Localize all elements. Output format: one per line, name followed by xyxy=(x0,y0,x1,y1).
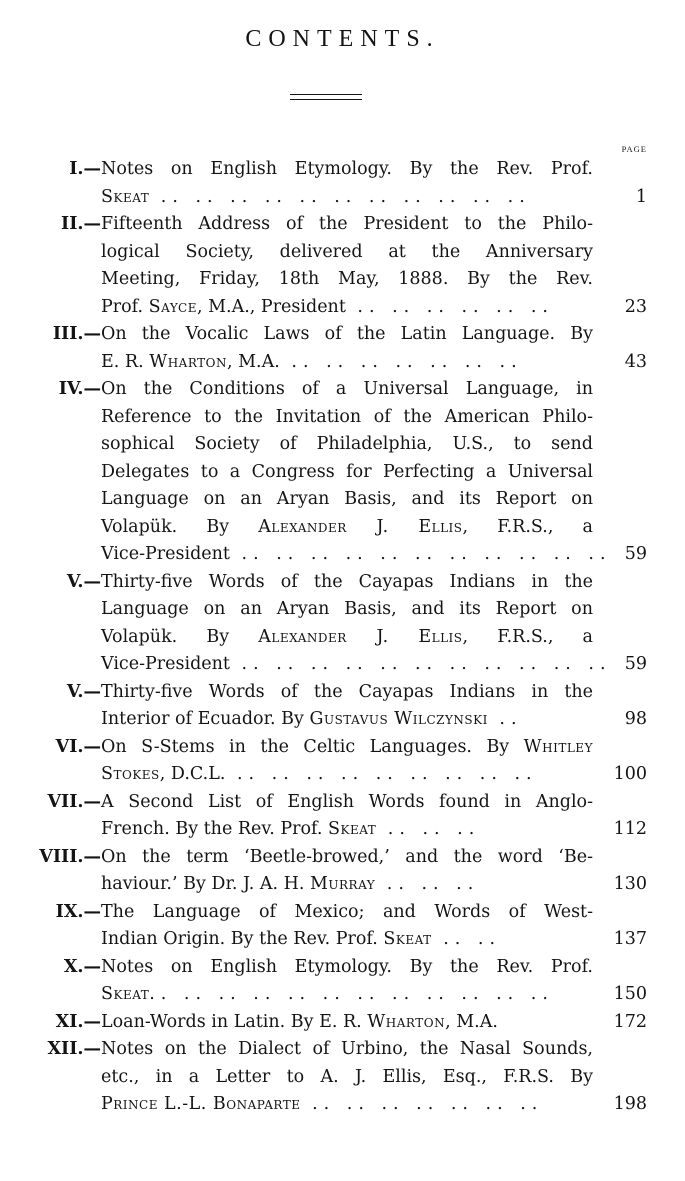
toc-line xyxy=(0,1008,685,1036)
toc-page-number: 137 xyxy=(613,929,647,949)
toc-line xyxy=(0,540,685,568)
toc-line xyxy=(0,1035,685,1063)
toc-entry-text: Stokes, D.C.L. .. .. .. .. .. .. .. .. .. xyxy=(101,764,538,784)
toc-line xyxy=(0,980,685,1008)
toc-entry-text: On S-Stems in the Celtic Languages. By Whitley xyxy=(101,736,593,757)
toc-line xyxy=(0,348,685,376)
toc-line xyxy=(0,293,685,321)
toc-entry-text: Language on an Aryan Basis, and its Report on xyxy=(101,599,593,619)
toc-entry-text: Notes on the Dialect of Urbino, the Nasal Sounds, xyxy=(101,1039,593,1059)
toc-entry-text: Vice-President .. .. .. .. .. .. .. .. .. .. .. xyxy=(101,654,612,674)
toc-page-number: 59 xyxy=(624,654,647,674)
toc-entry-text: Prince L.-L. Bonaparte .. .. .. .. .. .. .. xyxy=(101,1094,544,1114)
toc-line xyxy=(0,788,685,816)
toc-line xyxy=(0,678,685,706)
toc-entry-text: Notes on English Etymology. By the Rev. Prof. xyxy=(101,159,593,179)
toc-page-number: 112 xyxy=(613,819,647,839)
toc-entry-text: Volapük. By Alexander J. Ellis, F.R.S., a xyxy=(101,626,593,647)
toc-line xyxy=(0,1090,685,1118)
toc-line xyxy=(0,210,685,238)
toc-entry-number: II.— xyxy=(61,214,101,234)
toc-entry-text: On the term ‘Beetle-browed,’ and the word ‘Be- xyxy=(101,846,593,867)
toc-entry-text: Notes on English Etymology. By the Rev. Prof. xyxy=(101,956,593,977)
toc-entry-text: Loan-Words in Latin. By E. R. Wharton, M.A. xyxy=(101,1011,498,1032)
toc-entry-number: IV.— xyxy=(58,379,101,399)
toc-page-number: 100 xyxy=(613,764,647,784)
toc-line xyxy=(0,238,685,266)
toc-entry-text: Thirty-five Words of the Cayapas Indians in the xyxy=(101,681,593,702)
toc-line xyxy=(0,320,685,348)
toc-entry-text: Vice-President .. .. .. .. .. .. .. .. .. .. .. xyxy=(101,544,612,564)
toc-line xyxy=(0,183,685,211)
toc-page-number: 23 xyxy=(624,296,647,317)
toc-entry-text: Prof. Sayce, M.A., President .. .. .. .. .. .. xyxy=(101,296,554,317)
toc-line xyxy=(0,375,685,403)
toc-entry-text: Skeat.. .. .. .. .. .. .. .. .. .. .. .. xyxy=(101,984,554,1004)
page-column-header: PAGE xyxy=(621,144,647,154)
toc-line xyxy=(0,815,685,843)
toc-entry-text: Fifteenth Address of the President to the Philo- xyxy=(101,214,593,234)
toc-page-number: 198 xyxy=(613,1094,647,1114)
toc-entry-number: IX.— xyxy=(55,901,101,922)
toc-line xyxy=(0,705,685,733)
toc-entry-number: I.— xyxy=(69,159,101,179)
toc-entry-text: etc., in a Letter to A. J. Ellis, Esq., F.R.S. By xyxy=(101,1066,593,1087)
toc-line xyxy=(0,430,685,458)
toc-line xyxy=(0,733,685,761)
toc-entry-text: haviour.’ By Dr. J. A. H. Murray .. .. .. xyxy=(101,874,480,894)
toc-entry-text: French. By the Rev. Prof. Skeat .. .. .. xyxy=(101,819,481,839)
toc-entry-number: XI.— xyxy=(55,1011,101,1032)
toc-entry-number: VI.— xyxy=(55,736,101,757)
toc-line xyxy=(0,513,685,541)
toc-entry-text: Meeting, Friday, 18th May, 1888. By the Rev. xyxy=(101,269,593,289)
toc-line xyxy=(0,843,685,871)
toc-entry-number: X.— xyxy=(63,956,101,977)
toc-entry-number: V.— xyxy=(66,571,101,592)
page-title: CONTENTS. xyxy=(245,26,440,52)
toc-entry-text: E. R. Wharton, M.A. .. .. .. .. .. .. .. xyxy=(101,351,523,372)
toc-page-number: 1 xyxy=(635,186,647,207)
toc-line xyxy=(0,568,685,596)
toc-entry-number: V.— xyxy=(66,681,101,702)
toc-page-number: 59 xyxy=(624,544,647,564)
toc-entry-text: On the Vocalic Laws of the Latin Language. By xyxy=(101,324,593,344)
toc-page-number: 172 xyxy=(613,1011,647,1032)
toc-page-number: 43 xyxy=(624,351,647,372)
toc-entry-text: sophical Society of Philadelphia, U.S., to send xyxy=(101,434,593,454)
toc-line xyxy=(0,870,685,898)
toc-entry-text: Skeat .. .. .. .. .. .. .. .. .. .. .. xyxy=(101,186,531,207)
toc-entry-text: Delegates to a Congress for Perfecting a Universal xyxy=(101,461,593,482)
toc-entry-text: On the Conditions of a Universal Language, in xyxy=(101,379,593,399)
toc-line xyxy=(0,650,685,678)
toc-page-number: 98 xyxy=(624,709,647,729)
toc-line xyxy=(0,1063,685,1091)
toc-page-number: 150 xyxy=(613,984,647,1004)
toc-line xyxy=(0,403,685,431)
toc-entry-text: Thirty-five Words of the Cayapas Indians in the xyxy=(101,571,593,592)
toc-entry-text: Indian Origin. By the Rev. Prof. Skeat .. .. xyxy=(101,929,502,949)
toc-line xyxy=(0,595,685,623)
toc-entry-number: III.— xyxy=(52,324,101,344)
toc-line xyxy=(0,925,685,953)
toc-line xyxy=(0,760,685,788)
toc-entry-text: logical Society, delivered at the Anniversary xyxy=(101,241,593,262)
toc-entry-text: Reference to the Invitation of the American Philo- xyxy=(101,406,593,427)
toc-line xyxy=(0,623,685,651)
toc-entry-number: VII.— xyxy=(47,791,101,812)
title-rule xyxy=(290,94,362,100)
toc-entry-text: The Language of Mexico; and Words of West- xyxy=(101,901,593,922)
toc-entry-text: A Second List of English Words found in Anglo- xyxy=(101,791,593,812)
toc-entry-number: VIII.— xyxy=(39,846,101,867)
toc-page-number: 130 xyxy=(613,874,647,894)
toc-entry-text: Volapük. By Alexander J. Ellis, F.R.S., a xyxy=(101,516,593,537)
toc-entry-number: XII.— xyxy=(47,1039,101,1059)
toc-line xyxy=(0,265,685,293)
toc-entry-text: Language on an Aryan Basis, and its Report on xyxy=(101,489,593,509)
toc-line xyxy=(0,953,685,981)
toc-line xyxy=(0,155,685,183)
toc-entry-text: Interior of Ecuador. By Gustavus Wilczynski .. xyxy=(101,709,523,729)
toc-line xyxy=(0,458,685,486)
toc-line xyxy=(0,485,685,513)
toc-line xyxy=(0,898,685,926)
